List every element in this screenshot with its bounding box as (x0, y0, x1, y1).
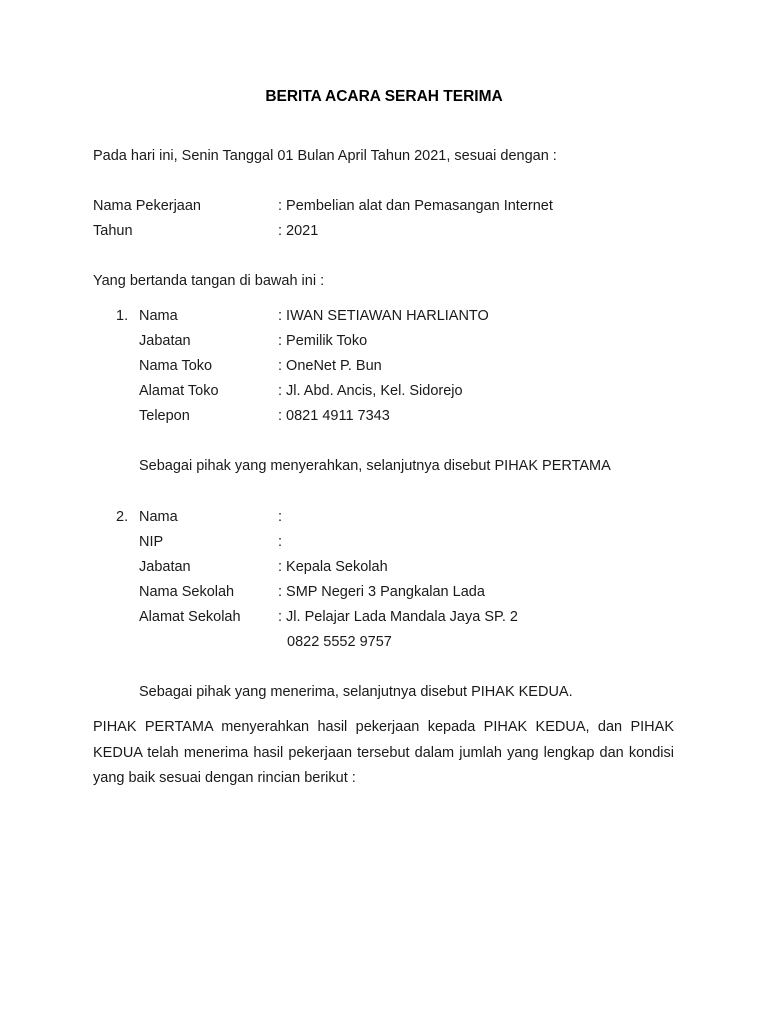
party1-value-name: : IWAN SETIAWAN HARLIANTO (278, 308, 489, 324)
party1-label-phone: Telepon (139, 408, 190, 424)
party1-value-address: : Jl. Abd. Ancis, Kel. Sidorejo (278, 383, 463, 399)
party2-statement: Sebagai pihak yang menerima, selanjutnya disebut PIHAK KEDUA. (139, 684, 573, 700)
closing-paragraph: PIHAK PERTAMA menyerahkan hasil pekerjaan kepada PIHAK KEDUA, dan PIHAK KEDUA telah menerima hasil pekerjaan tersebut dalam jumlah yang lengkap dan kondisi yang baik sesuai dengan rincian berikut : (93, 719, 674, 786)
party1-label-name: Nama (139, 308, 178, 324)
party2-label-address: Alamat Sekolah (139, 609, 241, 625)
party1-value-shop: : OneNet P. Bun (278, 358, 382, 374)
job-label-name: Nama Pekerjaan (93, 198, 201, 214)
party2-value-nip: : (278, 534, 283, 550)
job-label-year: Tahun (93, 223, 133, 239)
party2-label-name: Nama (139, 509, 178, 525)
party1-number: 1. (116, 308, 129, 324)
party2-value-name: : (278, 509, 283, 525)
party1-value-phone: : 0821 4911 7343 (278, 408, 390, 424)
party1-label-shop: Nama Toko (139, 358, 213, 374)
party2-number: 2. (116, 509, 129, 525)
party1-label-address: Alamat Toko (139, 383, 219, 399)
party2-value-school: : SMP Negeri 3 Pangkalan Lada (278, 584, 485, 600)
party1-statement: Sebagai pihak yang menyerahkan, selanjutnya disebut PIHAK PERTAMA (139, 458, 611, 474)
party2-value-position: : Kepala Sekolah (278, 559, 388, 575)
intro-text: Pada hari ini, Senin Tanggal 01 Bulan April Tahun 2021, sesuai dengan : (93, 148, 557, 164)
party2-value-address: : Jl. Pelajar Lada Mandala Jaya SP. 2 (278, 609, 518, 625)
party2-phone: 0822 5552 9757 (287, 634, 392, 650)
party2-label-position: Jabatan (139, 559, 191, 575)
job-value-year: : 2021 (278, 223, 319, 239)
party2-label-nip: NIP (139, 534, 164, 550)
party2-label-school: Nama Sekolah (139, 584, 235, 600)
document-title: BERITA ACARA SERAH TERIMA (265, 88, 503, 105)
party1-label-position: Jabatan (139, 333, 191, 349)
job-value-name: : Pembelian alat dan Pemasangan Internet (278, 198, 553, 214)
party1-value-position: : Pemilik Toko (278, 333, 368, 349)
signed-intro-text: Yang bertanda tangan di bawah ini : (93, 273, 325, 289)
